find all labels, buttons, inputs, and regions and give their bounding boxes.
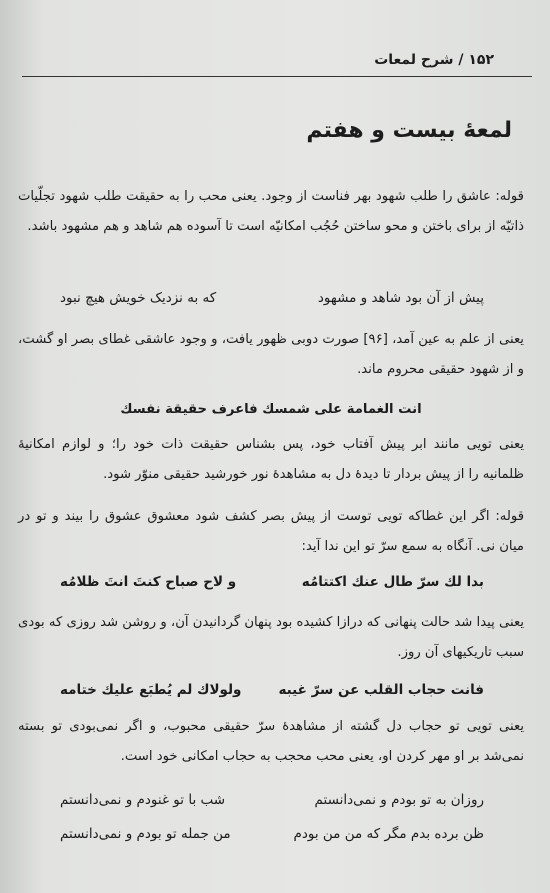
verse-2-hemistich-1: بدا لك سرّ طال عنك اکتتامُه bbox=[301, 574, 484, 590]
verse-3-hemistich-2: ولولاك لم یُطبَع علیك ختامه bbox=[60, 682, 242, 698]
verse-1-hemistich-2: که به نزدیک خویش هیچ نبود bbox=[60, 290, 217, 306]
arabic-saying: انت الغمامة علی شمسك فاعرف حقیقة نفسك bbox=[120, 402, 422, 417]
verse-1-hemistich-1: پیش از آن بود شاهد و مشهود bbox=[317, 290, 484, 306]
verse-2 bbox=[18, 574, 524, 604]
page-title: لمعهٔ بیست و هفتم bbox=[306, 118, 512, 143]
verse-1 bbox=[18, 290, 524, 320]
verse-5 bbox=[18, 826, 524, 856]
verse-4-hemistich-2: شب با تو غنودم و نمی‌دانستم bbox=[60, 792, 226, 808]
verse-5-hemistich-1: ظن برده بدم مگر که من من بودم bbox=[293, 826, 484, 842]
paragraph-3: یعنی تویی مانند ابر پیش آفتاب خود، پس بشناس حقیقت ذات خود را؛ و لوازم امکانیهٔ ظلمانیه را از پیش بردار تا دیدهٔ دل به مشاهدهٔ نور خورشید حقیقی منوّر شود. bbox=[18, 437, 524, 482]
paragraph-4: قوله: اگر این غطاکه تویی توست از پیش بصر کشف شود معشوق عشوق را بیند و تو در میان نی. آنگاه به سمع سرّ تو این ندا آید: bbox=[18, 509, 524, 554]
paragraph-5: یعنی پیدا شد حالت پنهانی که درازا کشیده بود پنهان گردانیدن آن، و روشن شد روزی که بودی سبب تاریکیهای آن روز. bbox=[18, 615, 524, 660]
verse-5-hemistich-2: من جمله تو بودم و نمی‌دانستم bbox=[60, 826, 231, 842]
verse-3 bbox=[18, 682, 524, 712]
header-text: ۱۵۲ / شرح لمعات bbox=[374, 52, 494, 68]
paragraph-1: قوله: عاشق را طلب شهود بهر فناست از وجود. یعنی محب را به حقیقت طلب شهود تجلّیات ذاتیّه از برای باختن و محو ساختن حُجُب امکانیّه است تا آسوده هم شاهد و هم مشهود باشد. bbox=[18, 189, 524, 234]
paragraph-6: یعنی تویی تو حجاب دل گشته از مشاهدهٔ سرّ حقیقی محبوب، و اگر نمی‌بودی تو بسته نمی‌شد بر او مهر کردن او، یعنی محب محجب به حجاب امکانی خود است. bbox=[18, 719, 524, 764]
verse-4 bbox=[18, 792, 524, 822]
verse-4-hemistich-1: روزان به تو بودم و نمی‌دانستم bbox=[314, 792, 484, 808]
running-header bbox=[22, 48, 532, 77]
verse-3-hemistich-1: فانت حجاب القلب عن سرّ غیبه bbox=[278, 682, 484, 698]
verse-2-hemistich-2: و لاح صباح کنتَ انتَ ظلامُه bbox=[60, 574, 237, 590]
paragraph-2: یعنی از علم به عین آمد، [۹۶] صورت دوبی ظهور یافت، و وجود عاشقی غطای بصر او گشت، و از شهود حقیقی محروم ماند. bbox=[18, 332, 524, 377]
